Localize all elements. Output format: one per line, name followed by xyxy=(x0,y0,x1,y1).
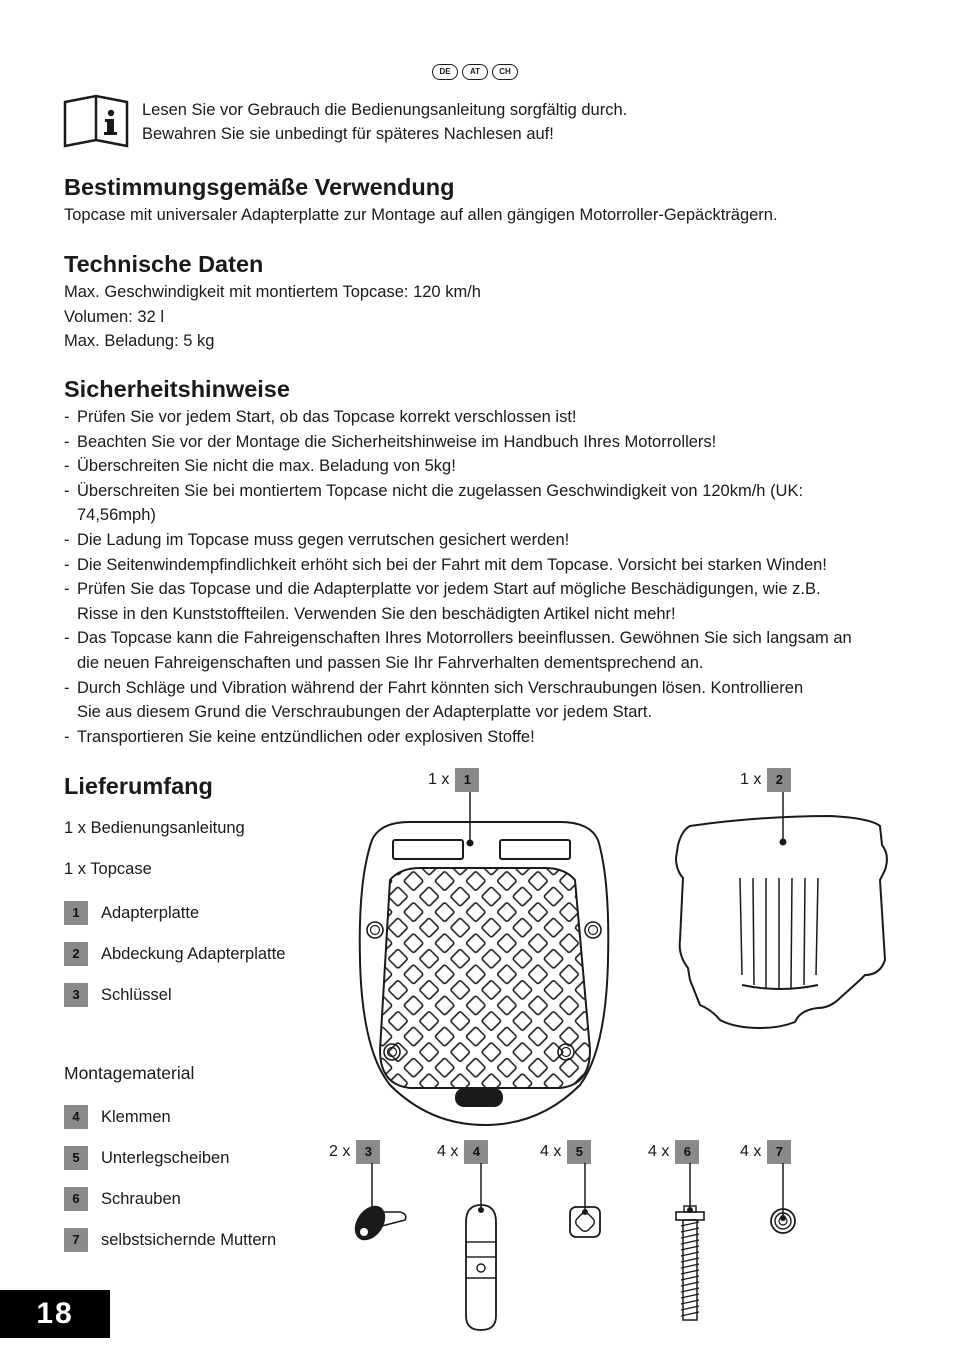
callout-number-badge: 5 xyxy=(567,1140,591,1164)
safety-item: - Die Seitenwindempfindlichkeit erhöht sich bei der Fahrt mit dem Topcase. Vorsicht bei starken Winden! xyxy=(64,553,900,578)
part-label: Unterlegscheiben xyxy=(101,1148,230,1167)
part-item xyxy=(64,983,172,1007)
part-number-badge: 2 xyxy=(64,942,88,966)
part-number-badge: 5 xyxy=(64,1146,88,1170)
part-item xyxy=(64,942,285,966)
technical-data-list xyxy=(64,280,481,354)
page-number: 18 xyxy=(0,1290,110,1338)
callout-number-badge: 2 xyxy=(767,768,791,792)
intro-line: Bewahren Sie sie unbedingt für späteres Nachlesen auf! xyxy=(142,125,554,143)
country-badge: DE xyxy=(432,64,458,80)
part-item xyxy=(64,901,199,925)
country-badges xyxy=(432,64,518,80)
part-label: Abdeckung Adapterplatte xyxy=(101,944,286,963)
callout-part-6 xyxy=(648,1140,699,1164)
mounting-heading: Montagematerial xyxy=(64,1063,195,1083)
key-icon xyxy=(348,1163,405,1246)
delivery-heading: Lieferumfang xyxy=(64,773,213,799)
intended-use-heading: Bestimmungsgemäße Verwendung xyxy=(64,174,455,200)
technical-data-line: Volumen: 32 l xyxy=(64,307,164,326)
nut-icon xyxy=(771,1163,795,1233)
part-number-badge: 6 xyxy=(64,1187,88,1211)
callout-quantity: 2 x xyxy=(329,1143,351,1160)
safety-item: - Das Topcase kann die Fahreigenschaften Ihres Motorrollers beeinflussen. Gewöhnen Sie sich langsam an die neuen Fahreigenschaften und passen Sie Ihr Fahrverhalten dementsprechend an. xyxy=(64,626,867,675)
adapter-plate-icon xyxy=(360,792,609,1125)
safety-list xyxy=(64,405,900,749)
callout-quantity: 1 x xyxy=(428,771,450,788)
mounting-item xyxy=(64,1146,229,1170)
part-label: Klemmen xyxy=(101,1107,171,1126)
safety-item: - Transportieren Sie keine entzündlichen oder explosiven Stoffe! xyxy=(64,725,900,750)
safety-item: - Überschreiten Sie nicht die max. Beladung von 5kg! xyxy=(64,454,900,479)
callout-number-badge: 7 xyxy=(767,1140,791,1164)
intro-text xyxy=(142,98,627,146)
intended-use-text: Topcase mit universaler Adapterplatte zur Montage auf allen gängigen Motorroller-Gepäckträgern. xyxy=(64,206,778,224)
safety-item: - Prüfen Sie das Topcase und die Adapterplatte vor jedem Start auf mögliche Beschädigungen, wie z.B. Risse in den Kunststoffteilen. Verwenden Sie den beschädigten Artikel nicht mehr! xyxy=(64,577,822,626)
safety-item: - Prüfen Sie vor jedem Start, ob das Topcase korrekt verschlossen ist! xyxy=(64,405,900,430)
safety-item: - Beachten Sie vor der Montage die Sicherheitshinweise im Handbuch Ihres Motorrollers! xyxy=(64,430,900,455)
safety-item: - Überschreiten Sie bei montiertem Topcase nicht die zugelassen Geschwindigkeit von 120km/h (UK: 74,56mph) xyxy=(64,479,837,528)
technical-data-line: Max. Beladung: 5 kg xyxy=(64,332,215,351)
mounting-item xyxy=(64,1187,181,1211)
washer-icon xyxy=(570,1163,600,1237)
clamp-icon xyxy=(466,1163,496,1330)
callout-number-badge: 3 xyxy=(356,1140,380,1164)
mounting-item xyxy=(64,1228,276,1252)
callout-number-badge: 1 xyxy=(455,768,479,792)
adapter-cover-icon xyxy=(676,792,887,1028)
country-badge: CH xyxy=(492,64,518,80)
callout-part-5 xyxy=(540,1140,591,1164)
part-label: Adapterplatte xyxy=(101,903,200,922)
part-number-badge: 7 xyxy=(64,1228,88,1252)
callout-part-1 xyxy=(428,768,479,792)
part-number-badge: 1 xyxy=(64,901,88,925)
mounting-item xyxy=(64,1105,171,1129)
callout-part-2 xyxy=(740,768,791,792)
callout-part-3 xyxy=(329,1140,380,1164)
safety-heading: Sicherheitshinweise xyxy=(64,376,290,402)
callout-number-badge: 4 xyxy=(464,1140,488,1164)
callout-part-7 xyxy=(740,1140,791,1164)
country-badge: AT xyxy=(462,64,488,80)
callout-number-badge: 6 xyxy=(675,1140,699,1164)
callout-part-4 xyxy=(437,1140,488,1164)
safety-item: - Durch Schläge und Vibration während der Fahrt könnten sich Verschraubungen lösen. Kontrollieren Sie aus diesem Grund die Verschraubungen der Adapterplatte vor jedem Start. xyxy=(64,676,827,725)
intro-line: Lesen Sie vor Gebrauch die Bedienungsanleitung sorgfältig durch. xyxy=(142,101,628,119)
callout-quantity: 4 x xyxy=(540,1143,562,1160)
delivery-manual: 1 x Bedienungsanleitung xyxy=(64,819,245,837)
callout-quantity: 4 x xyxy=(648,1143,670,1160)
part-number-badge: 4 xyxy=(64,1105,88,1129)
part-number-badge: 3 xyxy=(64,983,88,1007)
screw-icon xyxy=(676,1163,704,1320)
technical-data-line: Max. Geschwindigkeit mit montiertem Topcase: 120 km/h xyxy=(64,283,481,301)
callout-quantity: 1 x xyxy=(740,771,762,788)
callout-quantity: 4 x xyxy=(437,1143,459,1160)
technical-data-heading: Technische Daten xyxy=(64,251,264,277)
delivery-topcase: 1 x Topcase xyxy=(64,860,152,878)
callout-quantity: 4 x xyxy=(740,1143,762,1160)
part-label: Schlüssel xyxy=(101,985,172,1004)
part-label: selbstsichernde Muttern xyxy=(101,1230,277,1249)
part-label: Schrauben xyxy=(101,1189,181,1208)
safety-item: - Die Ladung im Topcase muss gegen verrutschen gesichert werden! xyxy=(64,528,900,553)
